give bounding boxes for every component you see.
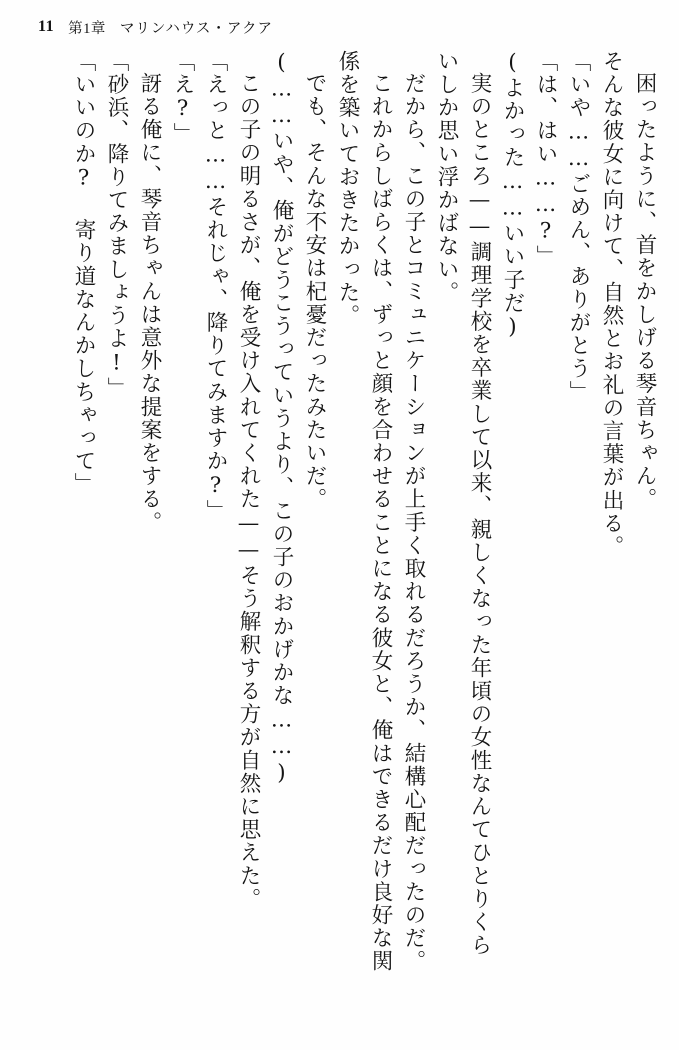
running-head bbox=[38, 14, 641, 40]
text-line: でも、そんな不安は杞憂だったみたいだ。 bbox=[302, 72, 327, 511]
text-line: 「は、はい……?」 bbox=[533, 50, 558, 269]
text-line: (……いや、俺がどうこうっていうより、この子のおかげかな……) bbox=[269, 50, 294, 788]
text-line: (よかった……いい子だ) bbox=[500, 50, 525, 342]
text-line: 「え?」 bbox=[170, 50, 195, 146]
text-line: 「砂浜、降りてみましょうよ!」 bbox=[104, 50, 129, 400]
text-line: いしか思い浮かばない。 bbox=[434, 50, 459, 305]
text-line: 「いいのか? 寄り道なんかしちゃって」 bbox=[71, 50, 96, 496]
text-line: 「えっと……それじゃ、降りてみますか?」 bbox=[203, 50, 228, 523]
chapter-title: マリンハウス・アクア bbox=[119, 20, 273, 37]
text-line: だから、この子とコミュニケーションが上手く取れるだろうか、結構心配だったのだ。 bbox=[401, 72, 426, 973]
text-line: 「いや……ごめん、ありがとう」 bbox=[566, 50, 591, 404]
text-line: そんな彼女に向けて、自然とお礼の言葉が出る。 bbox=[599, 50, 624, 559]
text-line: これからしばらくは、ずっと顔を合わせることになる彼女と、俺はできるだけ良好な関 bbox=[368, 72, 393, 973]
chapter-number: 第1章 bbox=[68, 20, 106, 37]
page-number: 11 bbox=[38, 18, 55, 35]
text-line: この子の明るさが、俺を受け入れてくれた——そう解釈する方が自然に思えた。 bbox=[236, 72, 261, 911]
text-line: 係を築いておきたかった。 bbox=[335, 50, 360, 328]
text-line: 訝る俺に、琴音ちゃんは意外な提案をする。 bbox=[137, 72, 162, 534]
vertical-text-body bbox=[28, 50, 655, 1026]
text-line: 困ったように、首をかしげる琴音ちゃん。 bbox=[632, 72, 657, 511]
text-line: 実のところ——調理学校を卒業して以来、親しくなった年頃の女性なんてひとりくら bbox=[467, 72, 492, 957]
